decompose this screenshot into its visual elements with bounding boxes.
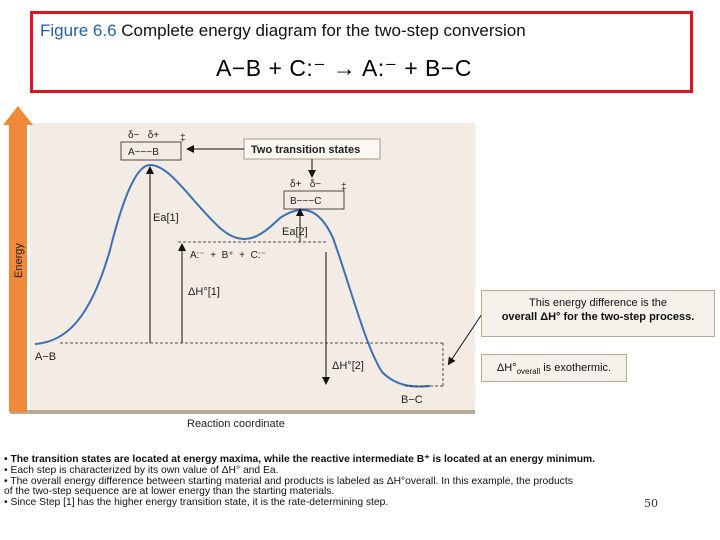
diagram-panel: [30, 123, 475, 413]
exothermic-callout: [481, 354, 627, 382]
energy-axis-arrowhead: [3, 106, 33, 125]
bullet-list: [4, 455, 716, 509]
page-number: 50: [644, 497, 658, 510]
x-axis-bar: [10, 410, 475, 414]
start-label: A−B: [35, 351, 57, 363]
energy-diagram: [0, 100, 480, 435]
bullet-4: • Since Step [1] has the higher energy transition state, it is the rate-determining step.: [4, 497, 389, 509]
overall-callout-line1: This energy difference is the: [529, 297, 667, 309]
ea1-label: Ea[1]: [153, 212, 179, 224]
ts1-charges: δ− δ+: [128, 130, 160, 141]
intermediate-label: A:⁻ + B⁺ + C:⁻: [190, 250, 266, 261]
bullet-1: • The transition states are located at energy maxima, while the reactive intermediate B⁺ is located at an energy minimum.: [4, 454, 596, 465]
exothermic-suffix: is exothermic.: [540, 362, 612, 374]
bullet-3-continued: of the two-step sequence are at lower energy than the starting materials.: [4, 486, 335, 498]
exothermic-prefix: ΔH°: [496, 362, 517, 374]
title-box: [30, 11, 693, 93]
figure-caption: Complete energy diagram for the two-step conversion: [121, 21, 526, 40]
end-label: B−C: [401, 394, 423, 406]
ts1-label: A−−−B: [128, 147, 159, 158]
overall-callout-line2: overall ΔH° for the two-step process.: [501, 311, 695, 323]
figure-label: Figure 6.6: [40, 21, 117, 40]
energy-axis-label: Energy: [13, 243, 25, 278]
ts2-label: B−−−C: [290, 196, 322, 207]
dh2-label: ΔH°[2]: [332, 360, 364, 372]
overall-callout-arrow: [450, 314, 482, 362]
ts-callout-label: Two transition states: [251, 144, 361, 156]
reaction-coordinate-label: Reaction coordinate: [187, 418, 285, 430]
bullet-2: • Each step is characterized by its own value of ΔH° and Ea.: [4, 464, 279, 476]
ea2-label: Ea[2]: [282, 226, 308, 238]
ts2-charges: δ+ δ−: [290, 179, 322, 190]
bullet-3: • The overall energy difference between starting material and products is labeled as ΔH°overall. In this example, the products: [4, 475, 573, 487]
reaction-equation: A−B + C:⁻ → A:⁻ + B−C: [216, 55, 472, 81]
figure-title: [40, 21, 526, 41]
dh1-label: ΔH°[1]: [188, 286, 220, 298]
overall-dh-callout: [481, 290, 715, 337]
double-dagger-2: ‡: [341, 182, 347, 193]
double-dagger-1: ‡: [180, 133, 186, 144]
exothermic-sub: overall: [516, 367, 541, 377]
